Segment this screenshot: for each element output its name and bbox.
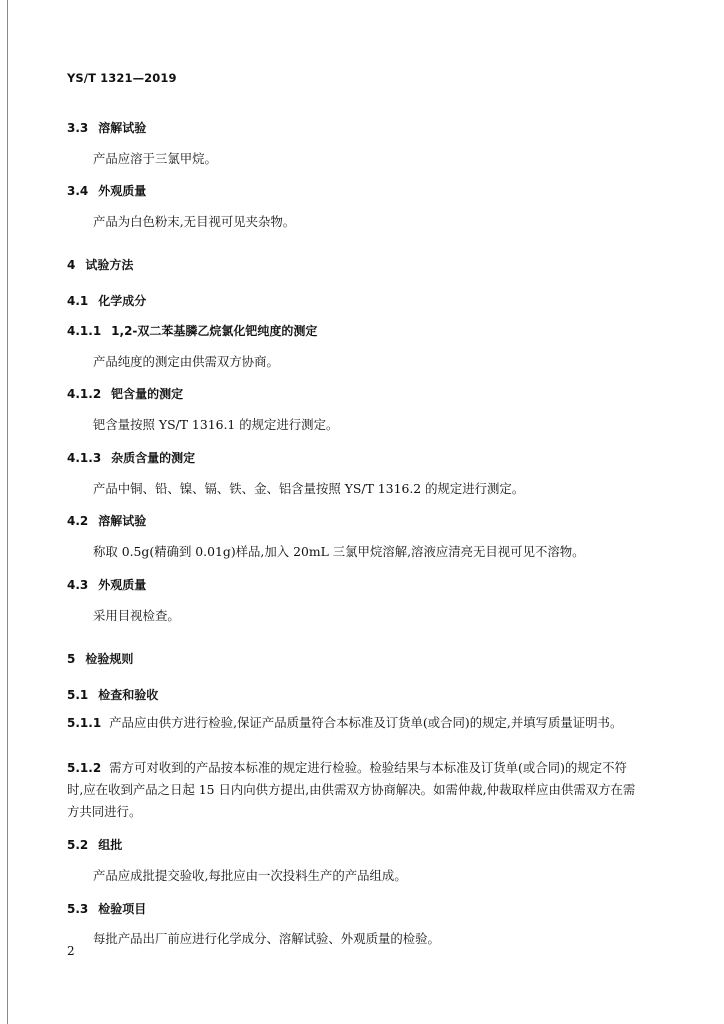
page-left-edge-line — [7, 0, 8, 1024]
section-number: 5.1.1 — [67, 716, 102, 730]
section-5-3-body: 每批产品出厂前应进行化学成分、溶解试验、外观质量的检验。 — [93, 931, 440, 946]
section-number: 4.1 — [67, 294, 89, 308]
section-4-1-3-body: 产品中铜、铅、镍、镉、铁、金、铝含量按照 YS/T 1316.2 的规定进行测定。 — [93, 481, 525, 496]
section-3-3-body: 产品应溶于三氯甲烷。 — [93, 151, 217, 166]
section-number: 4.1.1 — [67, 324, 102, 338]
section-5-1-2-paragraph — [67, 757, 641, 823]
section-number: 5.2 — [67, 838, 89, 852]
section-title: 外观质量 — [98, 184, 147, 198]
section-body: 需方可对收到的产品按本标准的规定进行检验。检验结果与本标准及订货单(或合同)的规定不符时,应在收到产品之日起 15 日内向供方提出,由供需双方协商解决。如需仲裁,仲裁取样应由供需双方在需方共同进行。 — [67, 760, 636, 819]
section-title: 检验规则 — [85, 652, 134, 666]
section-title: 外观质量 — [98, 578, 147, 592]
section-number: 4 — [67, 258, 76, 272]
section-number: 4.3 — [67, 578, 89, 592]
section-5-3-heading — [67, 900, 146, 917]
section-4-3-body: 采用目视检查。 — [93, 608, 180, 623]
section-5-2-body: 产品应成批提交验收,每批应由一次投料生产的产品组成。 — [93, 868, 407, 883]
section-4-3-heading — [67, 576, 146, 593]
section-4-1-2-body: 钯含量按照 YS/T 1316.1 的规定进行测定。 — [93, 417, 339, 432]
section-4-1-2-heading — [67, 385, 183, 402]
section-4-1-1-heading — [67, 322, 317, 339]
section-body: 产品应由供方进行检验,保证产品质量符合本标准及订货单(或合同)的规定,并填写质量证明书。 — [109, 715, 623, 730]
section-3-3-heading — [67, 119, 146, 136]
section-title: 1,2-双二苯基膦乙烷氯化钯纯度的测定 — [111, 324, 318, 338]
section-number: 4.2 — [67, 514, 89, 528]
section-title: 杂质含量的测定 — [111, 451, 196, 465]
section-title: 组批 — [98, 838, 123, 852]
section-title: 溶解试验 — [98, 121, 147, 135]
section-number: 3.3 — [67, 121, 89, 135]
section-title: 溶解试验 — [98, 514, 147, 528]
section-4-2-heading — [67, 512, 146, 529]
section-number: 4.1.2 — [67, 387, 102, 401]
section-4-2-body: 称取 0.5g(精确到 0.01g)样品,加入 20mL 三氯甲烷溶解,溶液应清亮无目视可见不溶物。 — [93, 544, 585, 559]
section-title: 检查和验收 — [98, 688, 159, 702]
section-number: 5 — [67, 652, 76, 666]
section-title: 试验方法 — [85, 258, 134, 272]
section-4-heading — [67, 256, 133, 273]
section-title: 检验项目 — [98, 902, 147, 916]
section-title: 化学成分 — [98, 294, 147, 308]
standard-code-header: YS/T 1321—2019 — [67, 71, 177, 85]
section-5-1-1-paragraph — [67, 712, 641, 734]
section-4-1-3-heading — [67, 449, 195, 466]
section-number: 4.1.3 — [67, 451, 102, 465]
section-title: 钯含量的测定 — [111, 387, 184, 401]
section-number: 5.1 — [67, 688, 89, 702]
section-number: 5.1.2 — [67, 761, 102, 775]
section-3-4-heading — [67, 182, 146, 199]
section-4-1-heading — [67, 292, 146, 309]
section-number: 3.4 — [67, 184, 89, 198]
section-number: 5.3 — [67, 902, 89, 916]
section-5-2-heading — [67, 836, 122, 853]
section-5-heading — [67, 650, 133, 667]
section-4-1-1-body: 产品纯度的测定由供需双方协商。 — [93, 354, 279, 369]
section-5-1-heading — [67, 686, 158, 703]
page-number: 2 — [67, 944, 75, 958]
section-3-4-body: 产品为白色粉末,无目视可见夹杂物。 — [93, 214, 296, 229]
